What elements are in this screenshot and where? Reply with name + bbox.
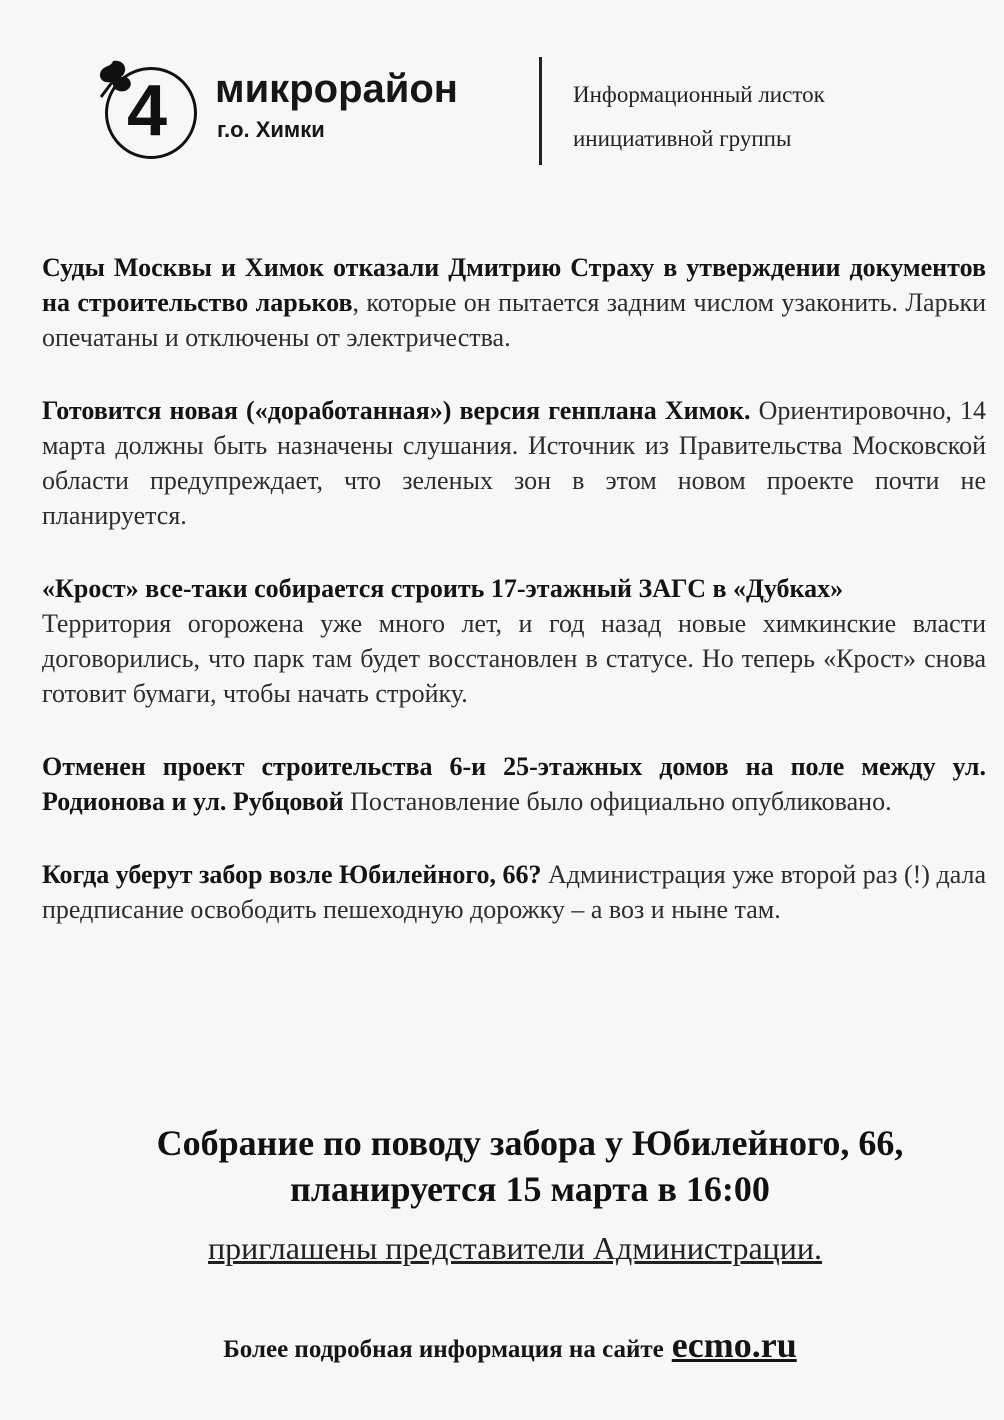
news-text: Ориентировочно, 14 марта должны быть назначены слушания. Источник из Правительства Московской области предупреждает, что зеленых зон в этом новом проекте почти не планируется. xyxy=(42,396,986,530)
news-headline: «Крост» все-таки собирается строить 17-этажный ЗАГС в «Дубках» xyxy=(42,574,844,603)
announcement-line2: планируется 15 марта в 16:00 xyxy=(290,1169,770,1209)
news-headline: Отменен проект строительства 6-и 25-этажных домов на поле между ул. Родионова и ул. Рубцовой xyxy=(42,752,986,816)
news-item-kiosks xyxy=(42,250,986,355)
footer-text: Более подробная информация на сайте xyxy=(223,1336,664,1363)
tagline-line2: инициативной группы xyxy=(573,126,792,151)
invitation-note: приглашены представители Администрации. xyxy=(207,1230,823,1266)
news-item-zags xyxy=(42,571,986,711)
news-headline: Суды Москвы и Химок отказали Дмитрию Страху в утверждении документов на строительство ларьков xyxy=(42,253,986,317)
header-divider xyxy=(539,57,542,165)
news-list xyxy=(42,250,986,965)
news-headline: Готовится новая («доработанная») версия генплана Химок. xyxy=(42,396,751,425)
news-item-fence xyxy=(42,857,986,927)
logo-number: 4 xyxy=(127,71,168,151)
tagline xyxy=(573,73,825,161)
news-text: , которые он пытается задним числом узаконить. Ларьки опечатаны и отключены от электричества. xyxy=(42,288,986,352)
news-item-cancelled-project xyxy=(42,749,986,819)
news-text: Территория огорожена уже много лет, и год назад новые химкинские власти договорились, что парк там будет восстановлен в статусе. Но теперь «Крост» снова готовит бумаги, чтобы начать стройку. xyxy=(42,609,986,708)
footer xyxy=(80,1325,940,1370)
news-headline: Когда уберут забор возле Юбилейного, 66? xyxy=(42,860,542,889)
news-text: Постановление было официально опубликовано. xyxy=(343,787,892,816)
brand-subtitle: г.о. Химки xyxy=(217,117,325,142)
brand-title: микрорайон xyxy=(215,67,458,111)
news-text: Администрация уже второй раз (!) дала предписание освободить пешеходную дорожку – а воз и ныне там. xyxy=(42,860,986,924)
website-link[interactable]: ecmo.ru xyxy=(671,1325,797,1365)
announcement-line1: Собрание по поводу забора у Юбилейного, 66, xyxy=(156,1123,904,1163)
header xyxy=(95,45,955,180)
meeting-announcement xyxy=(60,1120,1000,1212)
news-item-genplan xyxy=(42,393,986,533)
tagline-line1: Информационный листок xyxy=(573,82,825,107)
